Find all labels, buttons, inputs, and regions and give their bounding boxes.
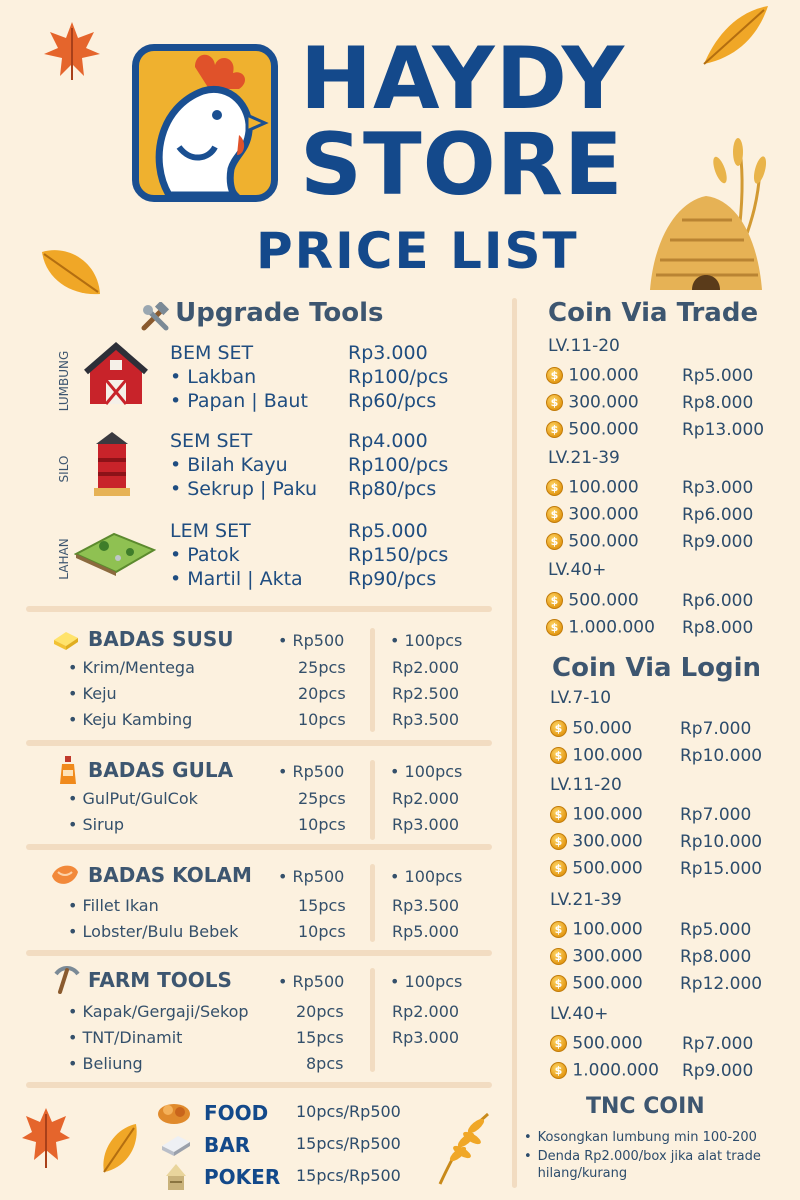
poker-label: POKER xyxy=(204,1165,281,1189)
bar-price: 15pcs/Rp500 xyxy=(296,1134,401,1153)
coin-icon: $ xyxy=(550,1062,567,1079)
item-price: Rp150/pcs xyxy=(348,544,449,566)
coin-icon: $ xyxy=(550,747,567,764)
coin-row xyxy=(550,860,643,878)
item-qty: 25pcs xyxy=(298,789,346,808)
coin-icon: $ xyxy=(546,479,563,496)
tnc-item-text: Denda Rp2.000/box jika alat trade hilang/kurang xyxy=(537,1149,761,1181)
coin-row xyxy=(546,592,639,610)
food-label: FOOD xyxy=(204,1101,269,1125)
tnc-list xyxy=(524,1130,796,1182)
coin-price: Rp6.000 xyxy=(682,591,754,611)
item-price: Rp3.500 xyxy=(392,896,460,915)
item-qty: 15pcs xyxy=(296,1028,344,1047)
head-price: • Rp500 xyxy=(278,762,345,781)
item-price: Rp80/pcs xyxy=(348,478,437,500)
coin-amount: 500.000 xyxy=(572,1033,643,1054)
item-name: • Beliung xyxy=(68,1054,143,1073)
silo-icon xyxy=(90,428,134,502)
tnc-title: TNC COIN xyxy=(586,1094,705,1119)
item-price: Rp2.500 xyxy=(392,684,460,703)
item-name: • Martil | Akta xyxy=(170,568,303,590)
head-qty: • 100pcs xyxy=(390,972,463,991)
coin-login-title: Coin Via Login xyxy=(552,653,762,683)
coin-icon: $ xyxy=(550,1035,567,1052)
level-label: LV.11-20 xyxy=(550,775,622,795)
item-name: • Sekrup | Paku xyxy=(170,478,318,500)
coin-row xyxy=(550,948,643,966)
item-name: • Kapak/Gergaji/Sekop xyxy=(68,1002,249,1021)
head-price: • Rp500 xyxy=(278,631,345,650)
tnc-item: • Denda Rp2.000/box jika alat trade hilang/kurang xyxy=(524,1149,796,1182)
coin-row xyxy=(546,479,639,497)
badas-gula-title: BADAS GULA xyxy=(88,758,234,782)
barn-icon xyxy=(84,342,148,408)
set-price: Rp4.000 xyxy=(348,430,428,452)
coin-amount: 100.000 xyxy=(568,477,639,498)
side-label-lumbung: LUMBUNG xyxy=(57,350,71,412)
coin-amount: 500.000 xyxy=(572,858,643,879)
upgrade-tools-header xyxy=(140,300,384,332)
coin-amount: 300.000 xyxy=(572,946,643,967)
coin-icon: $ xyxy=(546,394,563,411)
coin-price: Rp7.000 xyxy=(680,805,752,825)
maple-leaf-icon xyxy=(20,1104,72,1170)
item-name: • Krim/Mentega xyxy=(68,658,195,677)
leaf-icon xyxy=(96,1120,142,1176)
set-name: BEM SET xyxy=(170,342,254,364)
badas-susu-title: BADAS SUSU xyxy=(88,627,234,651)
coin-amount: 1.000.000 xyxy=(568,617,655,638)
coin-price: Rp7.000 xyxy=(682,1034,754,1054)
set-price: Rp5.000 xyxy=(348,520,428,542)
coin-price: Rp9.000 xyxy=(682,1061,754,1081)
brand-line-2: STORE xyxy=(300,115,624,215)
section-divider xyxy=(26,606,492,612)
coin-amount: 500.000 xyxy=(568,419,639,440)
coin-amount: 100.000 xyxy=(572,745,643,766)
coin-row xyxy=(550,720,632,738)
coin-icon: $ xyxy=(546,592,563,609)
item-qty: 20pcs xyxy=(298,684,346,703)
coin-amount: 100.000 xyxy=(572,919,643,940)
set-price: Rp3.000 xyxy=(348,342,428,364)
coin-amount: 500.000 xyxy=(572,973,643,994)
item-qty: 20pcs xyxy=(296,1002,344,1021)
item-price: Rp90/pcs xyxy=(348,568,437,590)
coin-amount: 1.000.000 xyxy=(572,1060,659,1081)
oak-leaf-icon xyxy=(694,0,774,72)
item-price: Rp100/pcs xyxy=(348,366,449,388)
item-qty: 25pcs xyxy=(298,658,346,677)
coin-amount: 300.000 xyxy=(572,831,643,852)
head-qty: • 100pcs xyxy=(390,867,463,886)
set-name: LEM SET xyxy=(170,520,251,542)
level-label: LV.7-10 xyxy=(550,688,612,708)
item-qty: 8pcs xyxy=(306,1054,344,1073)
wheat-icon xyxy=(432,1108,494,1188)
coin-amount: 100.000 xyxy=(572,804,643,825)
coin-price: Rp13.000 xyxy=(682,420,765,440)
head-price: • Rp500 xyxy=(278,867,345,886)
coin-icon: $ xyxy=(546,506,563,523)
tnc-item: • Kosongkan lumbung min 100-200 xyxy=(524,1130,757,1145)
coin-row xyxy=(550,975,643,993)
chicken-icon xyxy=(139,51,271,195)
coin-row xyxy=(546,421,639,439)
coin-price: Rp3.000 xyxy=(682,478,754,498)
coin-icon: $ xyxy=(550,833,567,850)
inner-divider xyxy=(370,864,375,942)
coin-price: Rp5.000 xyxy=(680,920,752,940)
coin-row xyxy=(550,1062,659,1080)
coin-price: Rp8.000 xyxy=(680,947,752,967)
coin-icon: $ xyxy=(546,421,563,438)
coin-row xyxy=(546,619,655,637)
coin-amount: 50.000 xyxy=(572,718,632,739)
level-label: LV.40+ xyxy=(548,560,607,580)
coin-icon: $ xyxy=(546,367,563,384)
level-label: LV.21-39 xyxy=(550,890,622,910)
section-divider xyxy=(26,844,492,850)
coin-row xyxy=(550,833,643,851)
item-name: • Keju xyxy=(68,684,117,703)
item-price: Rp60/pcs xyxy=(348,390,437,412)
coin-price: Rp7.000 xyxy=(680,719,752,739)
item-name: • Lobster/Bulu Bebek xyxy=(68,922,239,941)
coin-amount: 500.000 xyxy=(568,590,639,611)
item-price: Rp5.000 xyxy=(392,922,460,941)
bar-label: BAR xyxy=(204,1133,251,1157)
coin-icon: $ xyxy=(550,921,567,938)
coin-row xyxy=(550,806,643,824)
coin-row xyxy=(550,1035,643,1053)
level-label: LV.40+ xyxy=(550,1004,609,1024)
item-name: • GulPut/GulCok xyxy=(68,789,198,808)
side-label-lahan: LAHAN xyxy=(57,538,71,580)
poker-icon xyxy=(162,1162,190,1192)
land-icon xyxy=(74,528,156,576)
coin-price: Rp10.000 xyxy=(680,832,763,852)
section-divider xyxy=(26,740,492,746)
item-price: Rp3.500 xyxy=(392,710,460,729)
item-price: Rp3.000 xyxy=(392,1028,460,1047)
coin-amount: 300.000 xyxy=(568,392,639,413)
column-divider xyxy=(512,298,517,1188)
coin-icon: $ xyxy=(550,975,567,992)
coin-row xyxy=(550,921,643,939)
head-price: • Rp500 xyxy=(278,972,345,991)
set-name: SEM SET xyxy=(170,430,253,452)
item-name: • Keju Kambing xyxy=(68,710,193,729)
syrup-bottle-icon xyxy=(58,756,78,786)
coin-icon: $ xyxy=(546,619,563,636)
side-label-silo: SILO xyxy=(57,455,71,483)
inner-divider xyxy=(370,968,375,1072)
item-name: • Sirup xyxy=(68,815,124,834)
coin-row xyxy=(550,747,643,765)
page-title: PRICE LIST xyxy=(256,222,579,280)
brand-line-1: HAYDY xyxy=(300,29,625,129)
coin-price: Rp6.000 xyxy=(682,505,754,525)
head-qty: • 100pcs xyxy=(390,631,463,650)
coin-price: Rp5.000 xyxy=(682,366,754,386)
fish-fillet-icon xyxy=(50,862,80,888)
item-name: • Patok xyxy=(170,544,240,566)
item-qty: 10pcs xyxy=(298,815,346,834)
inner-divider xyxy=(370,760,375,840)
coin-amount: 100.000 xyxy=(568,365,639,386)
farm-tools-title: FARM TOOLS xyxy=(88,968,232,992)
item-qty: 15pcs xyxy=(298,896,346,915)
coin-icon: $ xyxy=(550,720,567,737)
item-name: • Lakban xyxy=(170,366,257,388)
item-price: Rp2.000 xyxy=(392,789,460,808)
item-price: Rp2.000 xyxy=(392,1002,460,1021)
level-label: LV.11-20 xyxy=(548,336,620,356)
section-divider xyxy=(26,950,492,956)
coin-price: Rp9.000 xyxy=(682,532,754,552)
coin-icon: $ xyxy=(550,806,567,823)
coin-price: Rp8.000 xyxy=(682,618,754,638)
item-qty: 10pcs xyxy=(298,710,346,729)
item-price: Rp3.000 xyxy=(392,815,460,834)
coin-icon: $ xyxy=(550,948,567,965)
coin-price: Rp12.000 xyxy=(680,974,763,994)
coin-icon: $ xyxy=(546,533,563,550)
item-name: • Bilah Kayu xyxy=(170,454,288,476)
upgrade-tools-title: Upgrade Tools xyxy=(175,298,384,328)
coin-row xyxy=(546,533,639,551)
pickaxe-icon xyxy=(54,966,80,994)
tnc-item-text: Kosongkan lumbung min 100-200 xyxy=(537,1130,757,1145)
coin-row xyxy=(546,367,639,385)
item-name: • Fillet Ikan xyxy=(68,896,159,915)
coin-price: Rp10.000 xyxy=(680,746,763,766)
coin-row xyxy=(546,394,639,412)
item-name: • TNT/Dinamit xyxy=(68,1028,183,1047)
food-price: 10pcs/Rp500 xyxy=(296,1102,401,1121)
butter-icon xyxy=(52,628,80,650)
head-qty: • 100pcs xyxy=(390,762,463,781)
coin-row xyxy=(546,506,639,524)
poker-price: 15pcs/Rp500 xyxy=(296,1166,401,1185)
leaf-icon xyxy=(38,244,104,300)
hay-hut-icon xyxy=(640,130,790,300)
coin-price: Rp15.000 xyxy=(680,859,763,879)
level-label: LV.21-39 xyxy=(548,448,620,468)
badas-kolam-title: BADAS KOLAM xyxy=(88,863,252,887)
coin-trade-title: Coin Via Trade xyxy=(548,298,759,328)
item-name: • Papan | Baut xyxy=(170,390,308,412)
maple-leaf-icon xyxy=(40,18,104,82)
coin-amount: 500.000 xyxy=(568,531,639,552)
coin-icon: $ xyxy=(550,860,567,877)
coin-amount: 300.000 xyxy=(568,504,639,525)
food-icon xyxy=(156,1098,192,1126)
item-qty: 10pcs xyxy=(298,922,346,941)
tools-icon xyxy=(140,302,170,332)
item-price: Rp100/pcs xyxy=(348,454,449,476)
coin-price: Rp8.000 xyxy=(682,393,754,413)
logo xyxy=(132,44,278,202)
section-divider xyxy=(26,1082,492,1088)
bar-icon xyxy=(158,1132,192,1158)
inner-divider xyxy=(370,628,375,732)
item-price: Rp2.000 xyxy=(392,658,460,677)
